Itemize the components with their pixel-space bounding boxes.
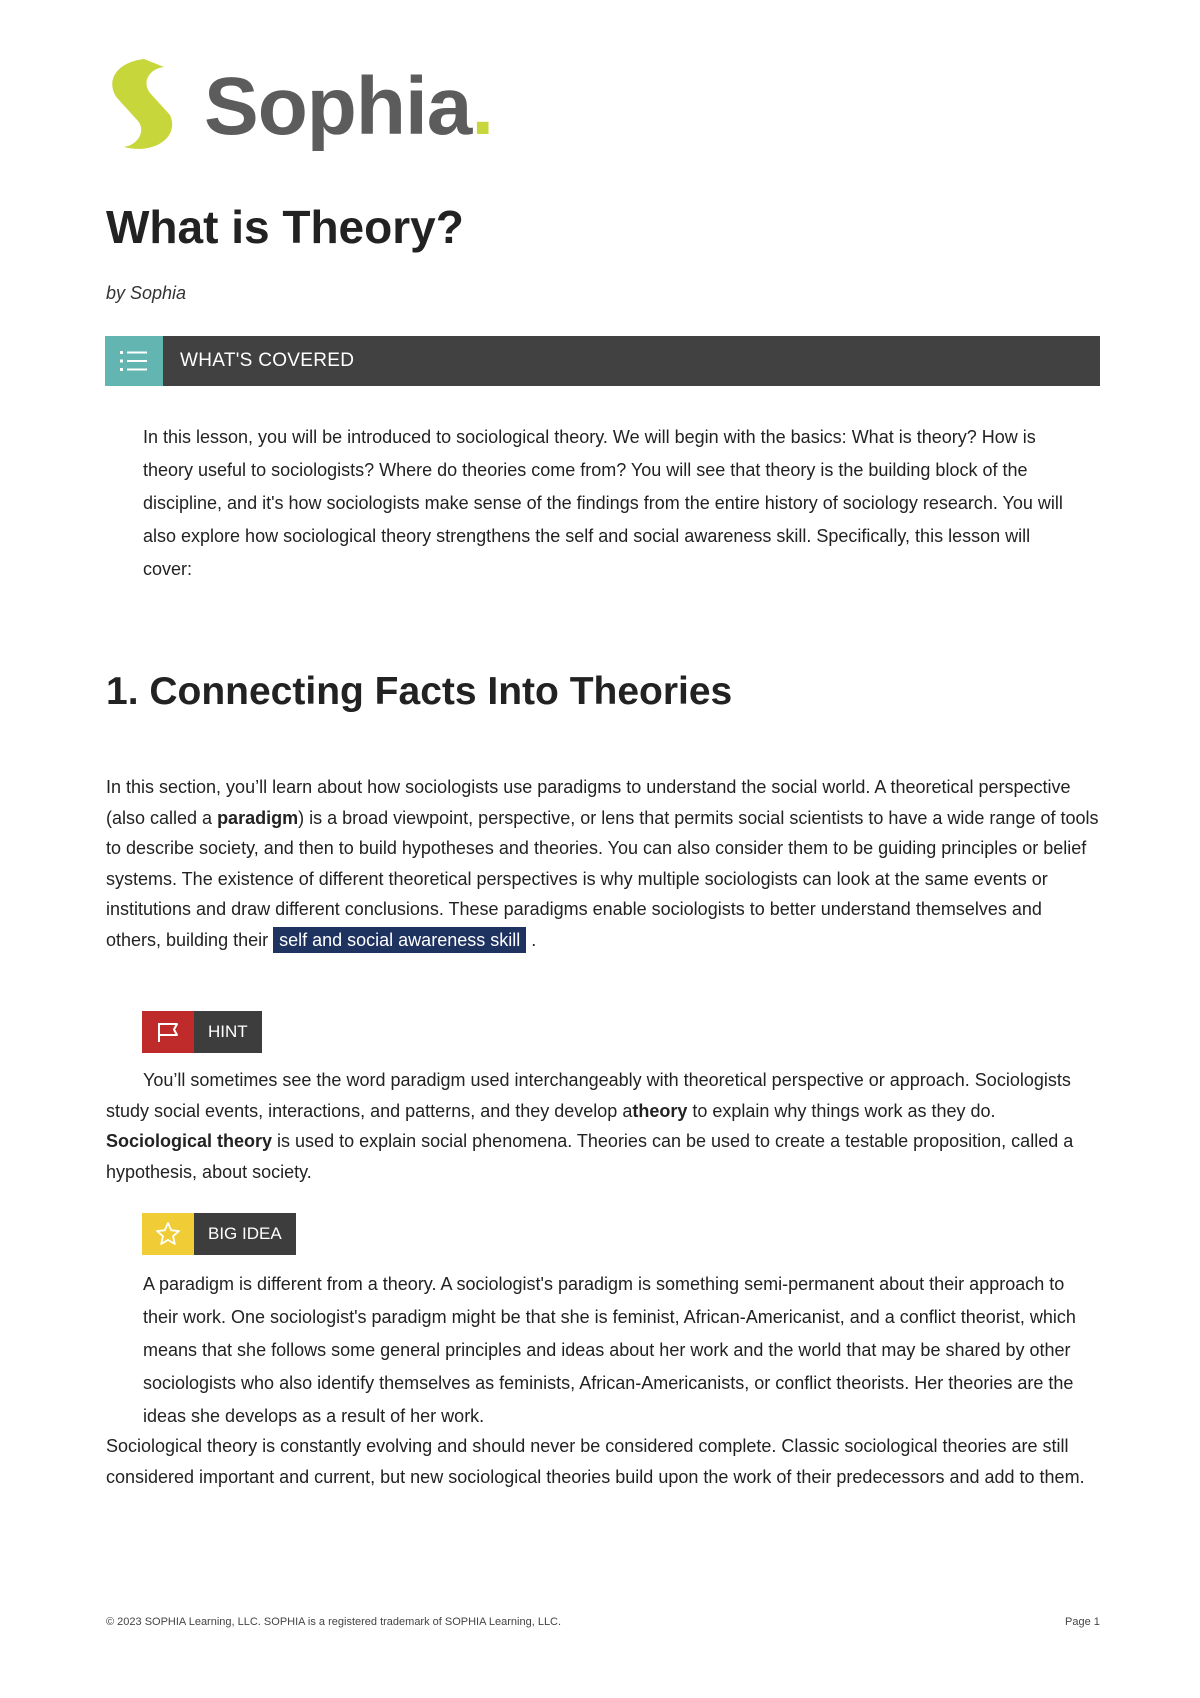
page-title: What is Theory? (106, 201, 464, 253)
closing-paragraph: Sociological theory is constantly evolving and should never be considered complete. Classic sociological theories are still considered important and current, but new sociological theories build upon the work of their predecessors and add to them. (106, 1436, 1085, 1487)
term-theory: theory (632, 1100, 688, 1121)
hint-label: HINT (194, 1011, 262, 1053)
flag-icon (142, 1011, 194, 1053)
skill-highlight-link[interactable]: self and social awareness skill (273, 927, 526, 953)
logo-wordmark: Sophia. (204, 61, 494, 152)
big-idea-paragraph: A paradigm is different from a theory. A sociologist's paradigm is something semi-permanent about their approach to their work. One sociologist's paradigm might be that she is feminist, African-Americanist, and a conflict theorist, which means that she follows some general principles and ideas about her work and the world that may be shared by other sociologists who also identify themselves as feminists, African-Americanists, or conflict theorists. Her theories are the ideas she develops as a result of her work. (143, 1274, 1076, 1426)
sophia-leaf-icon (104, 55, 182, 159)
whats-covered-label: WHAT'S COVERED (180, 350, 355, 371)
footer-page-number: Page 1 (1065, 1616, 1100, 1628)
whats-covered-bar (105, 336, 1100, 386)
big-idea-tag (142, 1213, 296, 1255)
sophia-logo (104, 55, 493, 159)
star-icon (142, 1213, 194, 1255)
list-icon (105, 336, 163, 386)
term-sociological-theory: Sociological theory (106, 1131, 273, 1151)
hint-text: You’ll sometimes see the word paradigm used interchangeably with theoretical perspective or approach. (143, 1070, 970, 1090)
byline: by Sophia (106, 283, 187, 303)
section-paragraph: In this section, you’ll learn about how sociologists use paradigms to understand the social world. A theoretical perspective (also called a paradigm) is a broad viewpoint, perspective, or lens that permits social scientists to have a wide range of tools to describe society, and then to build hypotheses and theories. You can also consider them to be guiding principles or belief systems. The existence of different theoretical perspectives is why multiple sociologists can look at the same events or institutions and draw different conclusions. These paradigms enable sociologists to better understand themselves and others, building their self and social awareness skill . (106, 772, 1101, 955)
big-idea-label: BIG IDEA (194, 1213, 296, 1255)
intro-paragraph: In this lesson, you will be introduced to sociological theory. We will begin with the basics: What is theory? How is theory useful to sociologists? Where do theories come from? You will see that theory is the building block of the discipline, and it's how sociologists make sense of the findings from the entire history of sociology research. You will also explore how sociological theory strengthens the self and social awareness skill. Specifically, this lesson will cover: (143, 427, 1063, 579)
section-heading: 1. Connecting Facts Into Theories (106, 670, 733, 713)
hint-paragraph: You’ll sometimes see the word paradigm used interchangeably with theoretical perspective or approach. Sociologists study social events, interactions, and patterns, and they develop atheory to explain why things work as they do. Sociological theory is used to explain social phenomena. Theories can be used to create a testable proposition, called a hypothesis, about society. (106, 1070, 1074, 1182)
hint-tag (142, 1011, 262, 1053)
footer-copyright: © 2023 SOPHIA Learning, LLC. SOPHIA is a registered trademark of SOPHIA Learning, LLC. (106, 1616, 562, 1628)
term-paradigm: paradigm (217, 807, 299, 828)
